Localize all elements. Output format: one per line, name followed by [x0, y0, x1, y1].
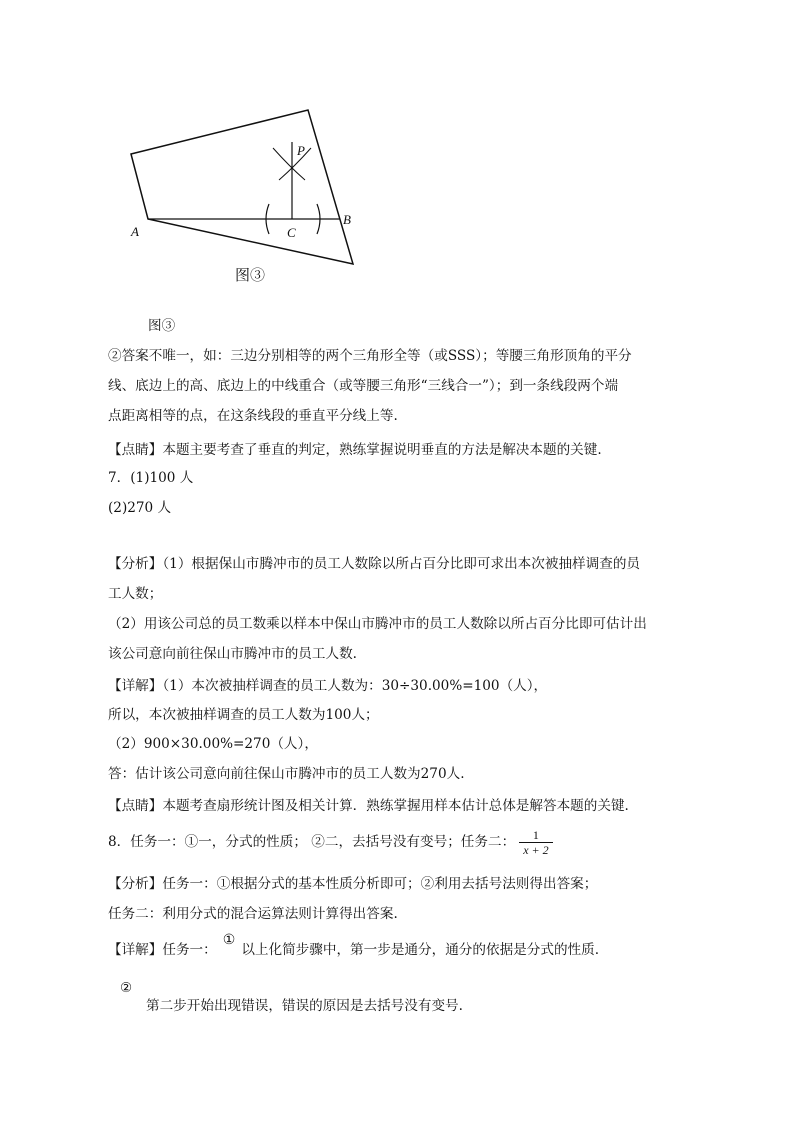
detail-q8-prefix: 【详解】任务一：	[108, 942, 217, 958]
detail-q8-line	[108, 932, 600, 960]
geometry-figure-3	[115, 100, 375, 300]
circled-one-marker: ①	[222, 932, 236, 948]
q8-answer-line	[108, 828, 553, 857]
fraction-answer	[519, 828, 552, 857]
label-b: B	[343, 212, 351, 227]
fraction-numerator: 1	[519, 828, 552, 843]
comment-line-5: 【点睛】本题主要考查了垂直的判定，熟练掌握说明垂直的方法是解决本题的关键.	[108, 442, 602, 458]
q7-answer-2: (2)270 人	[108, 500, 172, 516]
detail-q8-text: 以上化简步骤中，第一步是通分，通分的依据是分式的性质.	[241, 942, 600, 958]
circled-two-marker: ②	[120, 980, 133, 996]
analysis-line-1: 【分析】（1）根据保山市腾冲市的员工人数除以所占百分比即可求出本次被抽样调查的员	[108, 556, 641, 572]
figure-caption: 图③	[235, 268, 266, 284]
detail-line-4: 答：估计该公司意向前往保山市腾冲市的员工人数为270人.	[108, 766, 465, 782]
analysis-q8-line-1: 【分析】任务一：①根据分式的基本性质分析即可；②利用去括号法则得出答案；	[108, 876, 598, 892]
answer-line-4: 点距离相等的点，在这条线段的垂直平分线上等.	[108, 408, 398, 424]
detail-line-3: （2）900×30.00%=270（人），	[108, 736, 318, 752]
fraction-denominator: x + 2	[523, 843, 549, 857]
detail-line-2: 所以，本次被抽样调查的员工人数为100人；	[108, 707, 379, 723]
detail-line-1: 【详解】（1）本次被抽样调查的员工人数为：30÷30.00%=100（人），	[108, 678, 548, 694]
figure-caption-text: 图③	[148, 318, 176, 334]
arc-right-upper	[279, 148, 311, 180]
label-c: C	[287, 225, 296, 240]
analysis-line-4: 该公司意向前往保山市腾冲市的员工人数.	[108, 646, 358, 662]
q7-answer-1: 7．(1)100 人	[108, 470, 194, 486]
label-a: A	[131, 224, 139, 239]
comment-line-16: 【点睛】本题考查扇形统计图及相关计算．熟练掌握用样本估计总体是解答本题的关键.	[108, 798, 629, 814]
analysis-q8-line-2: 任务二：利用分式的混合运算法则计算得出答案.	[108, 906, 398, 922]
answer-line-2: ②答案不唯一，如：三边分别相等的两个三角形全等（或SSS）；等腰三角形顶角的平分	[108, 348, 632, 364]
analysis-line-2: 工人数；	[108, 586, 163, 602]
q8-answer-text: 8．任务一：①一，分式的性质； ②二，去括号没有变号；任务二：	[108, 834, 516, 850]
detail-q8-line-2: 第二步开始出现错误，错误的原因是去括号没有变号.	[146, 998, 463, 1014]
answer-line-3: 线、底边上的高、底边上的中线重合（或等腰三角形“三线合一”）；到一条线段两个端	[108, 378, 619, 394]
quadrilateral-outline	[131, 110, 353, 264]
analysis-line-3: （2）用该公司总的员工数乘以样本中保山市腾冲市的员工人数除以所占百分比即可估计出	[108, 616, 647, 632]
label-p: P	[297, 143, 305, 158]
